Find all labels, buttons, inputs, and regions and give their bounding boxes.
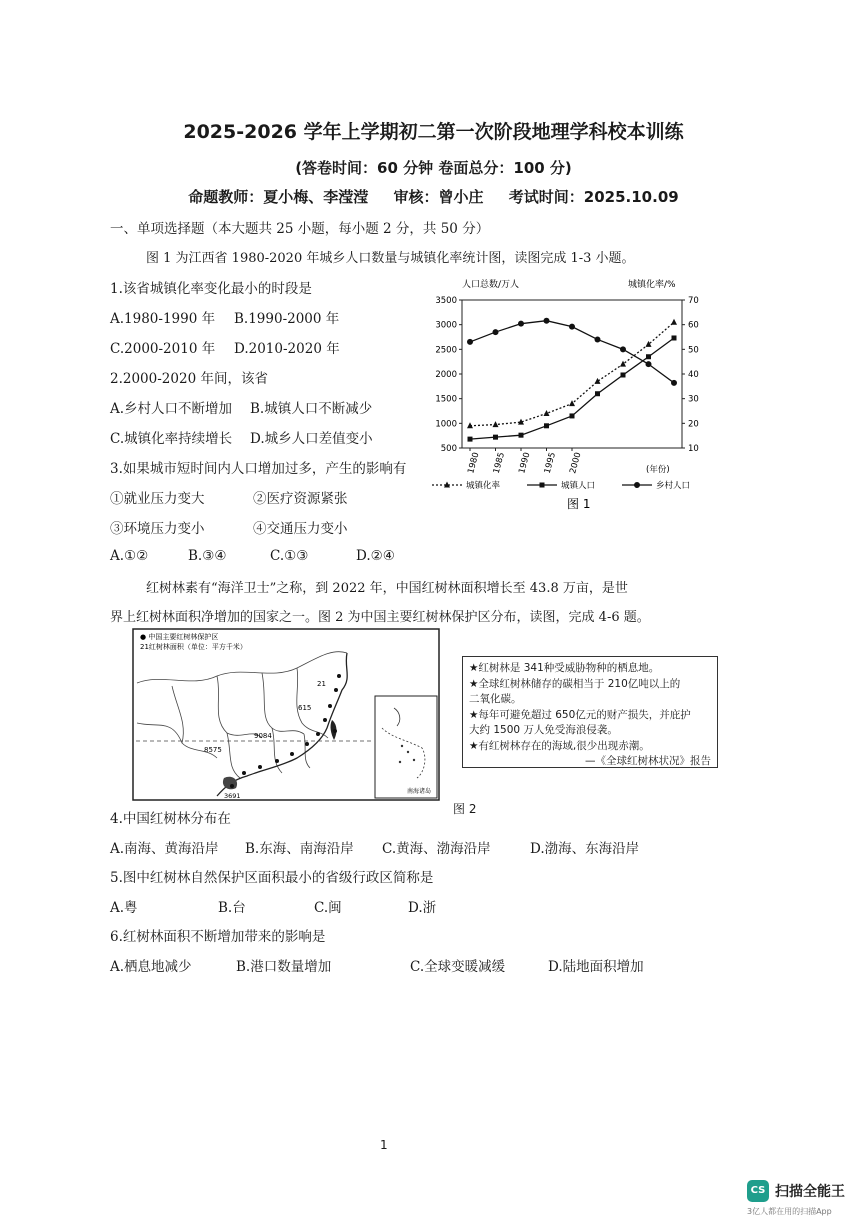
point-0 bbox=[493, 421, 499, 427]
point-2 bbox=[620, 346, 626, 352]
q3-statement-1: ①就业压力变大 bbox=[110, 491, 205, 507]
q3-stem: 3.如果城市短时间内人口增加过多，产生的影响有 bbox=[110, 461, 407, 477]
page-title: 2025-2026 学年上学期初二第一次阶段地理学科校本训练 bbox=[183, 121, 684, 143]
map-inset-label: 南海诸岛 bbox=[407, 788, 432, 795]
legend-label-1: 城镇人口 bbox=[561, 481, 596, 491]
point-1 bbox=[672, 335, 677, 340]
q4-option-c[interactable]: C.黄海、渤海沿岸 bbox=[382, 841, 491, 857]
camscanner-logo-icon: CS bbox=[747, 1180, 769, 1202]
q6-option-d[interactable]: D.陆地面积增加 bbox=[548, 959, 644, 975]
map-label-guangxi: 8575 bbox=[204, 746, 222, 754]
q2-option-b[interactable]: B.城镇人口不断减少 bbox=[250, 401, 373, 417]
q3-statement-2: ②医疗资源紧张 bbox=[253, 491, 348, 507]
intro-mangrove-1: 红树林素有“海洋卫士”之称，到 2022 年，中国红树林面积增长至 43.8 万亩，是世 bbox=[146, 581, 628, 596]
q2-option-c[interactable]: C.城镇化率持续增长 bbox=[110, 431, 233, 447]
q2-option-d[interactable]: D.城乡人口差值变小 bbox=[250, 431, 373, 447]
point-1 bbox=[646, 354, 651, 359]
y-left-tick-label: 1500 bbox=[435, 394, 457, 405]
legend-label-2: 乡村人口 bbox=[656, 481, 691, 491]
point-0 bbox=[595, 378, 601, 384]
y-left-tick-label: 500 bbox=[440, 444, 457, 454]
point-0 bbox=[467, 422, 473, 428]
q6-stem: 6.红树林面积不断增加带来的影响是 bbox=[110, 929, 326, 945]
q3-option-a[interactable]: A.①② bbox=[110, 548, 149, 564]
map-label-zhejiang: 21 bbox=[317, 680, 326, 688]
fact-3: ★每年可避免超过 650亿元的财产损失，并庇护 bbox=[469, 708, 691, 721]
q1-option-a[interactable]: A.1980-1990 年 bbox=[110, 311, 216, 327]
figure1-chart bbox=[420, 275, 710, 515]
y-right-tick-label: 10 bbox=[688, 444, 699, 454]
point-2 bbox=[595, 336, 601, 342]
legend-marker-1 bbox=[540, 483, 545, 488]
series-line-2 bbox=[470, 321, 674, 383]
point-2 bbox=[493, 329, 499, 335]
point-2 bbox=[467, 339, 473, 345]
exam-subtitle: (答卷时间：60 分钟 卷面总分：100 分) bbox=[295, 159, 572, 177]
y-right-tick-label: 40 bbox=[688, 370, 699, 380]
q1-option-b[interactable]: B.1990-2000 年 bbox=[234, 311, 340, 327]
y-right-tick-label: 70 bbox=[688, 296, 699, 306]
scanner-app-name: 扫描全能王 bbox=[775, 1184, 845, 1200]
q2-stem: 2.2000-2020 年间，该省 bbox=[110, 371, 268, 387]
y-left-tick-label: 3500 bbox=[435, 296, 457, 306]
fact-3-cont: 大约 1500 万人免受海浪侵袭。 bbox=[469, 724, 618, 736]
point-0 bbox=[620, 361, 626, 367]
page-number: 1 bbox=[380, 1138, 388, 1152]
q2-option-a[interactable]: A.乡村人口不断增加 bbox=[110, 401, 233, 417]
point-2 bbox=[518, 321, 524, 327]
point-2 bbox=[646, 361, 652, 367]
q4-option-d[interactable]: D.渤海、东海沿岸 bbox=[530, 841, 640, 857]
point-2 bbox=[544, 318, 550, 324]
x-tick-label: 2000 bbox=[568, 451, 584, 475]
x-tick-label: 1995 bbox=[542, 451, 558, 475]
map-label-guangdong: 9084 bbox=[254, 732, 272, 740]
q5-option-d[interactable]: D.浙 bbox=[408, 900, 437, 916]
q4-option-a[interactable]: A.南海、黄海沿岸 bbox=[110, 841, 219, 857]
y-right-tick-label: 50 bbox=[688, 345, 699, 356]
exam-info bbox=[0, 186, 867, 207]
q6-option-b[interactable]: B.港口数量增加 bbox=[236, 959, 332, 975]
point-1 bbox=[468, 437, 473, 442]
mangrove-facts-box bbox=[462, 656, 718, 768]
legend-marker-2 bbox=[634, 482, 640, 488]
q3-option-d[interactable]: D.②④ bbox=[356, 548, 395, 564]
scanner-tagline: 3亿人都在用的扫描App bbox=[747, 1207, 832, 1216]
map-label-fujian: 615 bbox=[298, 704, 312, 712]
point-1 bbox=[621, 372, 626, 377]
q3-option-c[interactable]: C.①③ bbox=[270, 548, 309, 564]
x-tick-label: 1985 bbox=[491, 451, 507, 475]
q6-option-c[interactable]: C.全球变暖减缓 bbox=[410, 959, 506, 975]
q5-stem: 5.图中红树林自然保护区面积最小的省级行政区简称是 bbox=[110, 870, 434, 886]
intro-mangrove-2: 界上红树林面积净增加的国家之一。图 2 为中国主要红树林保护区分布，读图，完成 4-6 题。 bbox=[110, 610, 650, 625]
figure2-map bbox=[132, 628, 440, 801]
q4-stem: 4.中国红树林分布在 bbox=[110, 811, 231, 827]
series-line-0 bbox=[470, 322, 674, 426]
figure2-caption: 图 2 bbox=[453, 802, 477, 816]
q3-statement-4: ④交通压力变小 bbox=[253, 521, 348, 537]
fact-4: ★有红树林存在的海域,很少出现赤潮。 bbox=[469, 739, 650, 752]
intro-figure1: 图 1 为江西省 1980-2020 年城乡人口数量与城镇化率统计图，读图完成 1-3 小题。 bbox=[146, 251, 635, 266]
y-left-tick-label: 2500 bbox=[435, 345, 457, 356]
x-tick-label: 1990 bbox=[517, 451, 533, 475]
map-legend-unit: 21红树林面积（单位：平方千米） bbox=[140, 643, 247, 651]
q3-statement-3: ③环境压力变小 bbox=[110, 521, 205, 537]
q3-option-b[interactable]: B.③④ bbox=[188, 548, 227, 564]
point-1 bbox=[544, 423, 549, 428]
fact-2: ★全球红树林储存的碳相当于 210亿吨以上的 bbox=[469, 677, 681, 690]
point-1 bbox=[493, 435, 498, 440]
legend-label-0: 城镇化率 bbox=[466, 481, 501, 491]
point-2 bbox=[569, 324, 575, 330]
y-left-label: 人口总数/万人 bbox=[462, 280, 520, 290]
q5-option-b[interactable]: B.台 bbox=[218, 900, 246, 916]
y-left-tick-label: 3000 bbox=[435, 320, 457, 331]
point-2 bbox=[671, 380, 677, 386]
y-left-tick-label: 2000 bbox=[435, 370, 457, 380]
scanner-watermark bbox=[747, 1180, 859, 1220]
q4-option-b[interactable]: B.东海、南海沿岸 bbox=[245, 841, 354, 857]
y-right-tick-label: 60 bbox=[688, 320, 699, 331]
facts-source: —《全球红树林状况》报告 bbox=[585, 755, 711, 767]
y-right-label: 城镇化率/% bbox=[628, 280, 676, 290]
fact-1: ★红树林是 341种受威胁物种的栖息地。 bbox=[469, 662, 660, 674]
point-0 bbox=[671, 319, 677, 325]
q6-option-a[interactable]: A.栖息地减少 bbox=[110, 959, 192, 975]
reviewer: 审核：曾小庄 bbox=[393, 188, 484, 206]
map-legend-title: ● 中国主要红树林保护区 bbox=[140, 633, 219, 641]
point-1 bbox=[595, 391, 600, 396]
exam-time: 考试时间：2025.10.09 bbox=[508, 188, 679, 206]
q1-stem: 1.该省城镇化率变化最小的时段是 bbox=[110, 281, 312, 297]
point-1 bbox=[570, 413, 575, 418]
map-label-hainan: 3691 bbox=[224, 792, 241, 800]
q5-option-a[interactable]: A.粤 bbox=[110, 900, 138, 916]
point-1 bbox=[519, 433, 524, 438]
series-line-1 bbox=[470, 338, 674, 439]
q1-option-c[interactable]: C.2000-2010 年 bbox=[110, 341, 216, 357]
figure1-caption: 图 1 bbox=[567, 497, 591, 511]
x-axis-label: (年份) bbox=[646, 465, 670, 475]
y-right-tick-label: 30 bbox=[688, 394, 699, 405]
q5-option-c[interactable]: C.闽 bbox=[314, 900, 342, 916]
teacher: 命题教师：夏小梅、李滢滢 bbox=[188, 188, 369, 206]
y-left-tick-label: 1000 bbox=[435, 419, 457, 430]
x-tick-label: 1980 bbox=[466, 451, 482, 475]
fact-2-cont: 二氧化碳。 bbox=[469, 693, 522, 705]
q1-option-d[interactable]: D.2010-2020 年 bbox=[234, 341, 340, 357]
section-title: 一、单项选择题（本大题共 25 小题，每小题 2 分，共 50 分） bbox=[110, 221, 490, 237]
y-right-tick-label: 20 bbox=[688, 419, 699, 430]
